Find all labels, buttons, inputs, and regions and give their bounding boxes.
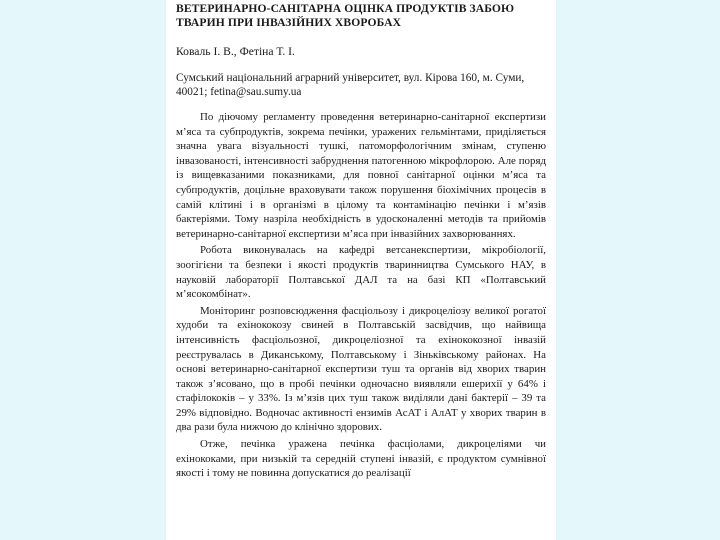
- document-title: ВЕТЕРИНАРНО-САНІТАРНА ОЦІНКА ПРОДУКТІВ ЗАБОЮ ТВАРИН ПРИ ІНВАЗІЙНИХ ХВОРОБАХ: [176, 2, 515, 29]
- document-body: [176, 110, 546, 481]
- body-paragraph-3: Моніторинг розповсюдження фасціольозу і дикроцеліозу великої рогатої худоби та ехінококозу свиней в Полтавській засвідчив, що найвища інтенсивність фасціольозної, дикроцеліозної та ехінококозної інвазій реєструвалась в Диканському, Полтавському і Зіньківському районах. На основі ветеринарно-санітарної експертизи туш та органів від хворих тварин також з’ясовано, що в пробі печінки одночасно виявляли ешерихії у 64% і стафілококів – у 33%. Із м’язів цих туш також виділяли дані бактерії – 39 та 29% відповідно. Водночас активності ензимів АсАТ і АлАТ у хворих тварин в два рази була нижчою до клінічно здорових.: [176, 304, 546, 434]
- body-paragraph-4: Отже, печінка уражена печінка фасціолами, дикроцеліями чи ехінококами, при низькій та середній ступені інвазій, є продуктом сумнівної якості і тому не повинна допускатися до реалізації: [176, 438, 546, 480]
- body-paragraph-2: Робота виконувалась на кафедрі ветсанекспертизи, мікробіології, зоогігієни та безпеки і якості продуктів тваринництва Сумського НАУ, в науковій лабораторії Полтавської ДАЛ та на базі КП «Полтавський м’ясокомбінат».: [176, 244, 546, 301]
- document-affiliation: Сумський національний аграрний університет, вул. Кірова 160, м. Суми, 40021; fetina@sau.sumy.ua: [176, 72, 525, 98]
- document-content: [176, 2, 546, 483]
- document-page: [166, 0, 556, 540]
- body-paragraph-1: По діючому регламенту проведення ветеринарно-санітарної експертизи м’яса та субпродуктів, зокрема печінки, уражених гельмінтами, приділяється значна увага візуальності тушкі, патоморфологічним змінам, ступеню інвазованості, інтенсивності забруднення патогенною мікрофлорою. Але поряд із вищевказаними показниками, для повної санітарної оцінки м’яса та субпродуктів, доцільне враховувати також порушення біохімічних процесів в самій клітині і в організмі в цілому та контамінацію печінки і м’язів бактеріями. Тому назріла необхідність в удосконаленні методів та прийомів ветеринарно-санітарної експертизи м’яса при інвазійних захворюваннях.: [176, 111, 546, 240]
- document-authors: Коваль І. В., Фетіна Т. І.: [176, 45, 295, 58]
